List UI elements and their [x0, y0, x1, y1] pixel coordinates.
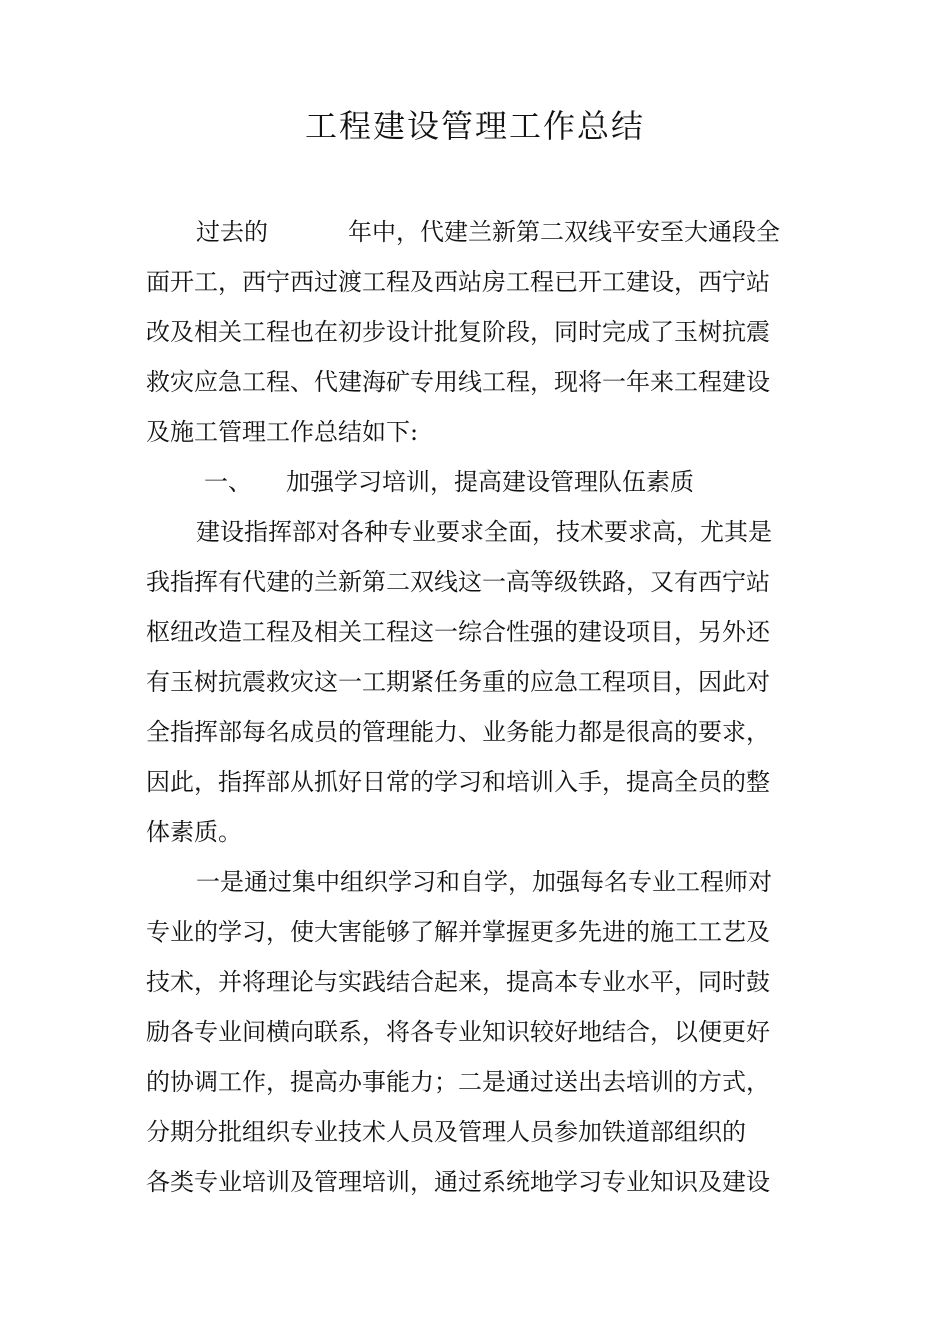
paragraph-1-line-1 [196, 216, 780, 248]
paragraph-3-line-6: 分期分批组织专业技术人员及管理人员参加铁道部组织的 [146, 1118, 746, 1146]
paragraph-2-line-4: 有玉树抗震救灾这一工期紧任务重的应急工程项目，因此对 [146, 668, 770, 696]
paragraph-2-line-5: 全指挥部每名成员的管理能力、业务能力都是很高的要求， [146, 718, 770, 746]
paragraph-1-line-5: 及施工管理工作总结如下: [146, 418, 419, 446]
paragraph-1-line-1-start: 过去的 [196, 218, 268, 246]
paragraph-1-line-4: 救灾应急工程、代建海矿专用线工程，现将一年来工程建设 [146, 368, 770, 396]
document-title: 工程建设管理工作总结 [304, 107, 645, 145]
paragraph-3-line-7: 各类专业培训及管理培训，通过系统地学习专业知识及建设 [146, 1168, 770, 1196]
section-heading-text: 加强学习培训，提高建设管理队伍素质 [286, 468, 694, 496]
paragraph-3-line-1: 一是通过集中组织学习和自学，加强每名专业工程师对 [196, 868, 772, 896]
paragraph-3-line-5: 的协调工作，提高办事能力；二是通过送出去培训的方式， [146, 1068, 770, 1096]
paragraph-2-line-7: 体素质。 [146, 818, 242, 846]
paragraph-2-line-2: 我指挥有代建的兰新第二双线这一高等级铁路，又有西宁站 [146, 568, 770, 596]
paragraph-2-line-1: 建设指挥部对各种专业要求全面，技术要求高，尤其是 [196, 518, 772, 546]
paragraph-1-line-3: 改及相关工程也在初步设计批复阶段，同时完成了玉树抗震 [146, 318, 770, 346]
paragraph-3-line-3: 技术，并将理论与实践结合起来，提高本专业水平，同时鼓 [146, 968, 770, 996]
paragraph-1-line-2: 面开工，西宁西过渡工程及西站房工程已开工建设，西宁站 [146, 268, 770, 296]
paragraph-3-line-4: 励各专业间横向联系，将各专业知识较好地结合，以便更好 [146, 1018, 770, 1046]
paragraph-3-line-2: 专业的学习，使大害能够了解并掌握更多先进的施工工艺及 [146, 918, 770, 946]
paragraph-2-line-6: 因此，指挥部从抓好日常的学习和培训入手，提高全员的整 [146, 768, 770, 796]
section-heading-number: 一、 [204, 468, 252, 496]
paragraph-2-line-3: 枢纽改造工程及相关工程这一综合性强的建设项目，另外还 [146, 618, 770, 646]
paragraph-1-line-1-end: 年中，代建兰新第二双线平安至大通段全 [348, 218, 780, 246]
section-heading-1 [204, 466, 694, 498]
